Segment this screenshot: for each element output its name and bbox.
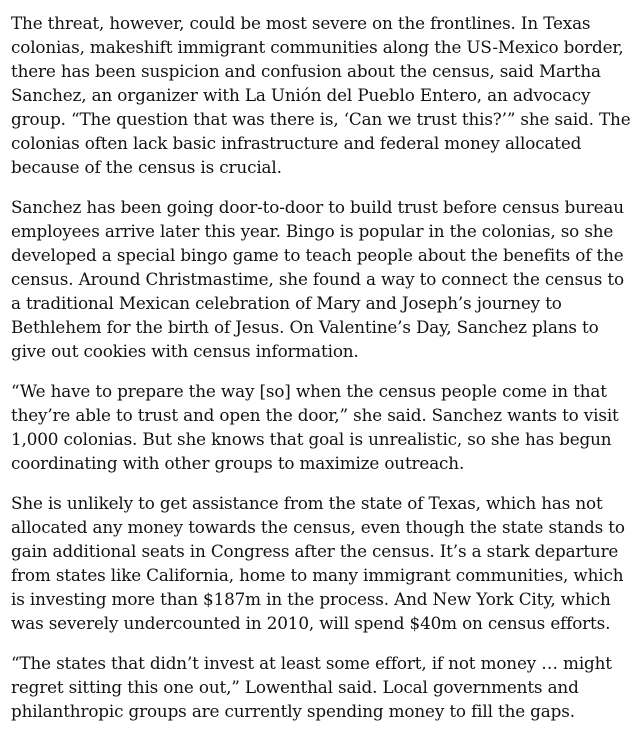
article-paragraph: The threat, however, could be most severe on the frontlines. In Texas colonias, makeshift immigrant communities along the US-Mexico border, there has been suspicion and confusion about the census, said Martha Sanchez, an organizer with La Unión del Pueblo Entero, an advocacy group. “The question that was there is, ‘Can we trust this?’” she said. The colonias often lack basic infrastructure and federal money allocated because of the census is crucial.: [11, 13, 631, 177]
article-paragraph: “The states that didn’t invest at least some effort, if not money … might regret sitting this one out,” Lowenthal said. Local governments and philanthropic groups are currently spending money to fill the gaps.: [11, 653, 612, 721]
article-paragraph: She is unlikely to get assistance from the state of Texas, which has not allocated any money towards the census, even though the state stands to gain additional seats in Congress after the census. It’s a stark departure from states like California, home to many immigrant communities, which is investing more than $187m in the process. And New York City, which was severely undercounted in 2010, will spend $40m on census efforts.: [11, 493, 625, 633]
article-body: [11, 11, 631, 723]
article-paragraph: “We have to prepare the way [so] when the census people come in that they’re able to trust and open the door,” she said. Sanchez wants to visit 1,000 colonias. But she knows that goal is unrealistic, so she has begun coordinating with other groups to maximize outreach.: [11, 381, 619, 473]
article-paragraph: Sanchez has been going door-to-door to build trust before census bureau employees arrive later this year. Bingo is popular in the colonias, so she developed a special bingo game to teach people about the benefits of the census. Around Christmastime, she found a way to connect the census to a traditional Mexican celebration of Mary and Joseph’s journey to Bethlehem for the birth of Jesus. On Valentine’s Day, Sanchez plans to give out cookies with census information.: [11, 197, 624, 361]
